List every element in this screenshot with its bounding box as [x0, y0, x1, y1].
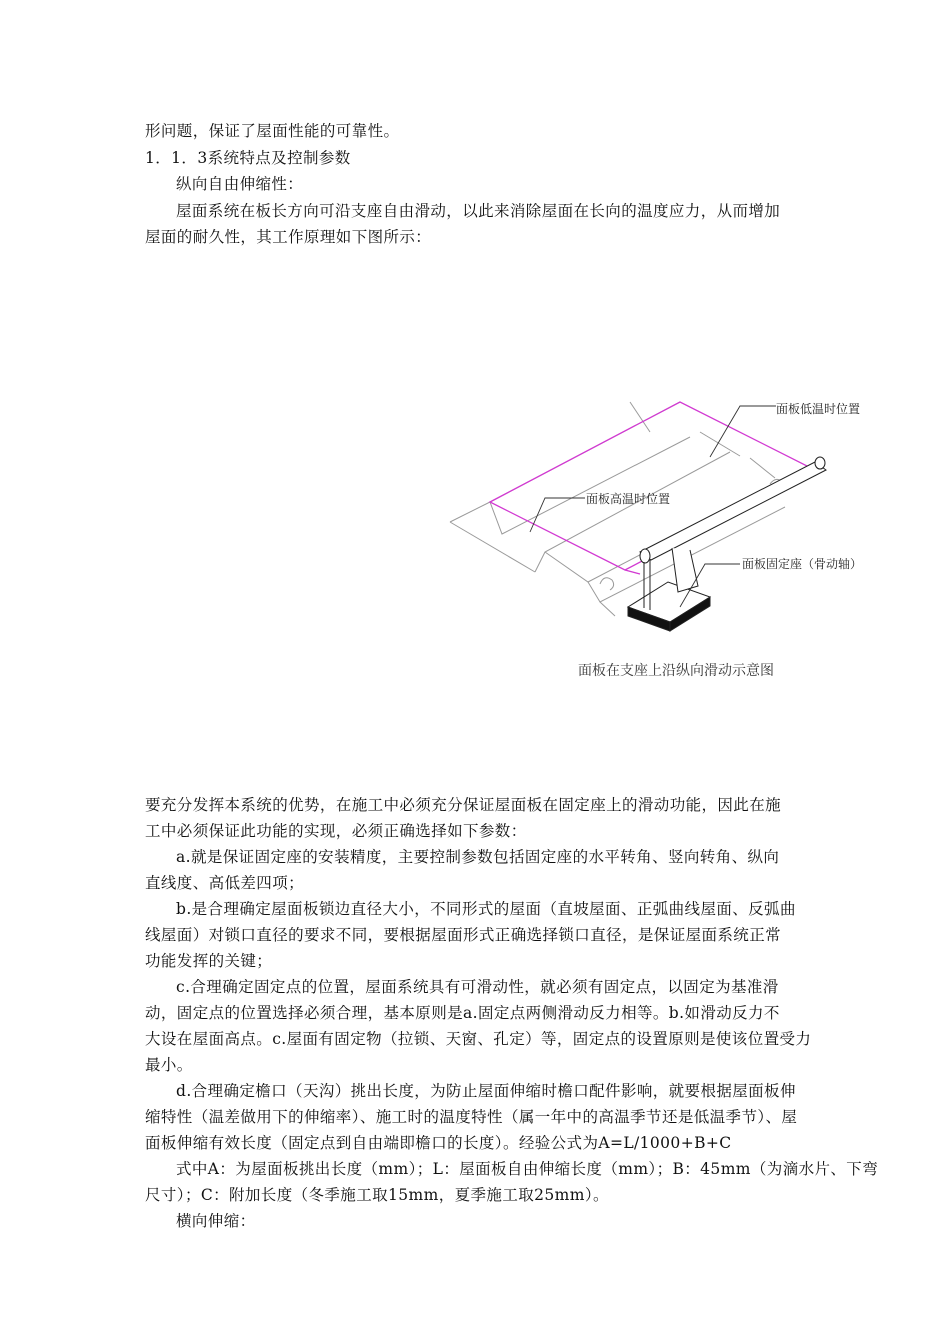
- item-c-line: 动，固定点的位置选择必须合理，基本原则是a.固定点两侧滑动反力相等。b.如滑动反力不: [145, 1004, 780, 1022]
- item-d-line: 缩特性（温差做用下的伸缩率）、施工时的温度特性（属一年中的高温季节还是低温季节）、屋: [145, 1108, 798, 1126]
- paragraph-line: 工中必须保证此功能的实现，必须正确选择如下参数：: [145, 822, 527, 840]
- sliding-diagram: [440, 392, 880, 692]
- formula-legend-line: 式中A：为屋面板挑出长度（mm）；L：屋面板自由伸缩长度（mm）；B：45mm（为滴水片、下弯: [176, 1160, 879, 1178]
- paragraph-line: 要充分发挥本系统的优势，在施工中必须充分保证屋面板在固定座上的滑动功能，因此在施: [145, 796, 782, 814]
- label-fixing-seat: 面板固定座（骨动轴）: [742, 557, 863, 571]
- label-low-temperature-position: 面板低温时位置: [776, 402, 861, 416]
- section-heading: 1．1．3系统特点及控制参数: [145, 149, 351, 167]
- paragraph-line: 屋面系统在板长方向可沿支座自由滑动，以此来消除屋面在长向的温度应力，从而增加: [176, 202, 781, 220]
- panel-sliding-illustration: [440, 392, 880, 692]
- item-c-line: 大设在屋面高点。c.屋面有固定物（拉锁、天窗、孔定）等，固定点的设置原则是使该位置受力: [145, 1030, 812, 1048]
- item-b-line: 线屋面）对锁口直径的要求不同，要根据屋面形式正确选择锁口直径，是保证屋面系统正常: [145, 926, 782, 944]
- item-c-line: 最小。: [145, 1056, 193, 1074]
- item-b-line: 功能发挥的关键；: [145, 952, 273, 970]
- item-c-line: c.合理确定固定点的位置，屋面系统具有可滑动性，就必须有固定点，以固定为基准滑: [176, 978, 779, 996]
- paragraph-intro-tail: 形问题，保证了屋面性能的可靠性。: [145, 122, 400, 140]
- subheading-transverse: 横向伸缩：: [176, 1212, 256, 1230]
- label-high-temperature-position: 面板高温时位置: [586, 492, 671, 506]
- paragraph-line: 屋面的耐久性，其工作原理如下图所示：: [145, 228, 432, 246]
- item-d-line: 面板伸缩有效长度（固定点到自由端即檐口的长度）。经验公式为A=L/1000+B+C: [145, 1134, 732, 1152]
- item-d-line: d.合理确定檐口（天沟）挑出长度，为防止屋面伸缩时檐口配件影响，就要根据屋面板伸: [176, 1082, 796, 1100]
- item-a-line: a.就是保证固定座的安装精度，主要控制参数包括固定座的水平转角、竖向转角、纵向: [176, 848, 780, 866]
- figure-caption: 面板在支座上沿纵向滑动示意图: [578, 663, 774, 679]
- item-b-line: b.是合理确定屋面板锁边直径大小，不同形式的屋面（直坡屋面、正弧曲线屋面、反弧曲: [176, 900, 796, 918]
- formula-legend-line: 尺寸）；C：附加长度（冬季施工取15mm，夏季施工取25mm）。: [145, 1186, 609, 1204]
- subheading-longitudinal: 纵向自由伸缩性：: [176, 175, 304, 193]
- item-a-line: 直线度、高低差四项；: [145, 874, 305, 892]
